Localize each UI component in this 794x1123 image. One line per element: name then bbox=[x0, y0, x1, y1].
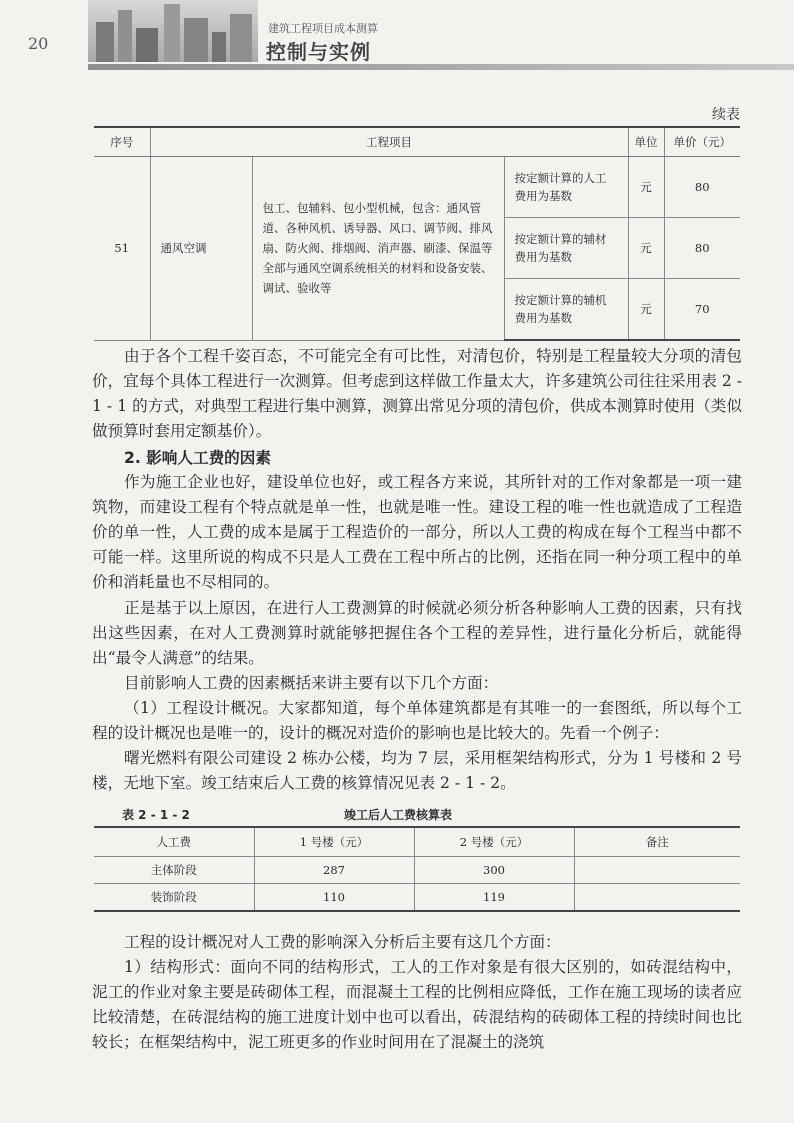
book-title: 控制与实例 bbox=[266, 40, 371, 64]
col-header-building1: 1 号楼（元） bbox=[254, 827, 414, 857]
sub-row-unit: 元 bbox=[628, 157, 664, 218]
row-index: 51 bbox=[94, 157, 150, 341]
row-note bbox=[574, 857, 740, 884]
paragraph: 作为施工企业也好，建设单位也好，或工程各方来说，其所针对的工作对象都是一项一建筑物，而建设工程有个特点就是单一性，也就是唯一性。建设工程的唯一性也就造成了工程造价的单一性，人工费的成本是属于工程造价的一部分，所以人工费的构成在每个工程当中都不可能一样。这里所说的构成不只是人工费在工程中所占的比例，还指在同一种分项工程中的单价和消耗量也不尽相同的。 bbox=[92, 473, 742, 591]
building-shape bbox=[164, 4, 180, 62]
sub-row-price: 80 bbox=[664, 218, 740, 279]
continued-label: 续表 bbox=[712, 107, 740, 123]
building-shape bbox=[96, 22, 114, 62]
table-header-row bbox=[94, 127, 740, 157]
sub-row-price: 80 bbox=[664, 157, 740, 218]
building-shape bbox=[118, 10, 132, 62]
page-header bbox=[0, 0, 794, 82]
sub-row-basis: 按定额计算的人工费用为基数 bbox=[504, 157, 628, 218]
sub-row-unit: 元 bbox=[628, 279, 664, 341]
building-shape bbox=[230, 14, 252, 62]
sub-row-basis: 按定额计算的辅材费用为基数 bbox=[504, 218, 628, 279]
section-heading: 2. 影响人工费的因素 bbox=[124, 449, 271, 467]
header-banner-image bbox=[88, 0, 258, 62]
page-number: 20 bbox=[28, 34, 49, 53]
table-row bbox=[94, 157, 740, 218]
col-header-note: 备注 bbox=[574, 827, 740, 857]
row-item-description: 包工、包辅料、包小型机械，包含：通风管道、各种风机、诱导器、风口、调节阀、排风扇、防火阀、排烟阀、消声器、刷漆、保温等全部与通风空调系统相关的材料和设备安装、调试、验收等 bbox=[252, 157, 504, 341]
paragraph: 工程的设计概况对人工费的影响深入分析后主要有这几个方面： bbox=[124, 933, 561, 951]
table-header-row bbox=[94, 827, 740, 857]
row-note bbox=[574, 884, 740, 912]
col-header-labor: 人工费 bbox=[94, 827, 254, 857]
sub-row-basis: 按定额计算的辅机费用为基数 bbox=[504, 279, 628, 341]
paragraph: 1）结构形式：面向不同的结构形式，工人的工作对象是有很大区别的，如砖混结构中，泥工的作业对象主要是砖砌体工程，而混凝土工程的比例相应降低，工作在施工现场的读者应比较清楚，在砖混结构的施工进度计划中也可以看出，砖混结构的砖砌体工程的持续时间也比较长；在框架结构中，泥工班更多的作业时间用在了混凝土的浇筑 bbox=[92, 958, 742, 1051]
table-title: 竣工后人工费核算表 bbox=[344, 808, 453, 822]
paragraph: 曙光燃料有限公司建设 2 栋办公楼，均为 7 层，采用框架结构形式，分为 1 号楼和 2 号楼，无地下室。竣工结束后人工费的核算情况见表 2 - 1 - 2。 bbox=[92, 749, 742, 792]
col-header-building2: 2 号楼（元） bbox=[414, 827, 574, 857]
col-header-price: 单价（元） bbox=[664, 127, 740, 157]
row-label: 主体阶段 bbox=[94, 857, 254, 884]
row-building2: 119 bbox=[414, 884, 574, 912]
labor-cost-table bbox=[94, 826, 740, 912]
table-row bbox=[94, 857, 740, 884]
building-shape bbox=[212, 32, 226, 62]
table-number: 表 2 - 1 - 2 bbox=[122, 808, 190, 822]
row-label: 装饰阶段 bbox=[94, 884, 254, 912]
row-building1: 110 bbox=[254, 884, 414, 912]
col-header-unit: 单位 bbox=[628, 127, 664, 157]
building-shape bbox=[136, 28, 158, 62]
book-subtitle: 建筑工程项目成本测算 bbox=[268, 22, 378, 35]
building-shape bbox=[184, 18, 208, 62]
paragraph: （1）工程设计概况。大家都知道，每个单体建筑都是有其唯一的一套图纸，所以每个工程的设计概况也是唯一的，设计的概况对造价的影响也是比较大的。先看一个例子： bbox=[92, 699, 742, 742]
table-row bbox=[94, 884, 740, 912]
paragraph: 目前影响人工费的因素概括来讲主要有以下几个方面： bbox=[124, 674, 499, 692]
cost-table-continued bbox=[94, 126, 740, 341]
row-building2: 300 bbox=[414, 857, 574, 884]
row-building1: 287 bbox=[254, 857, 414, 884]
row-item-name: 通风空调 bbox=[150, 157, 252, 341]
paragraph: 正是基于以上原因，在进行人工费测算的时候就必须分析各种影响人工费的因素，只有找出这些因素，在对人工费测算时就能够把握住各个工程的差异性，进行量化分析后，就能得出“最令人满意”的结果。 bbox=[92, 599, 742, 667]
col-header-index: 序号 bbox=[94, 127, 150, 157]
sub-row-price: 70 bbox=[664, 279, 740, 341]
sub-row-unit: 元 bbox=[628, 218, 664, 279]
col-header-item: 工程项目 bbox=[150, 127, 628, 157]
header-divider bbox=[88, 64, 794, 70]
paragraph: 由于各个工程千姿百态，不可能完全有可比性，对清包价，特别是工程量较大分项的清包价，宜每个具体工程进行一次测算。但考虑到这样做工作量太大，许多建筑公司往往采用表 2 - 1 - 1 的方式，对典型工程进行集中测算，测算出常见分项的清包价，供成本测算时使用（类似做预算时套用定额基价）。 bbox=[92, 347, 742, 440]
